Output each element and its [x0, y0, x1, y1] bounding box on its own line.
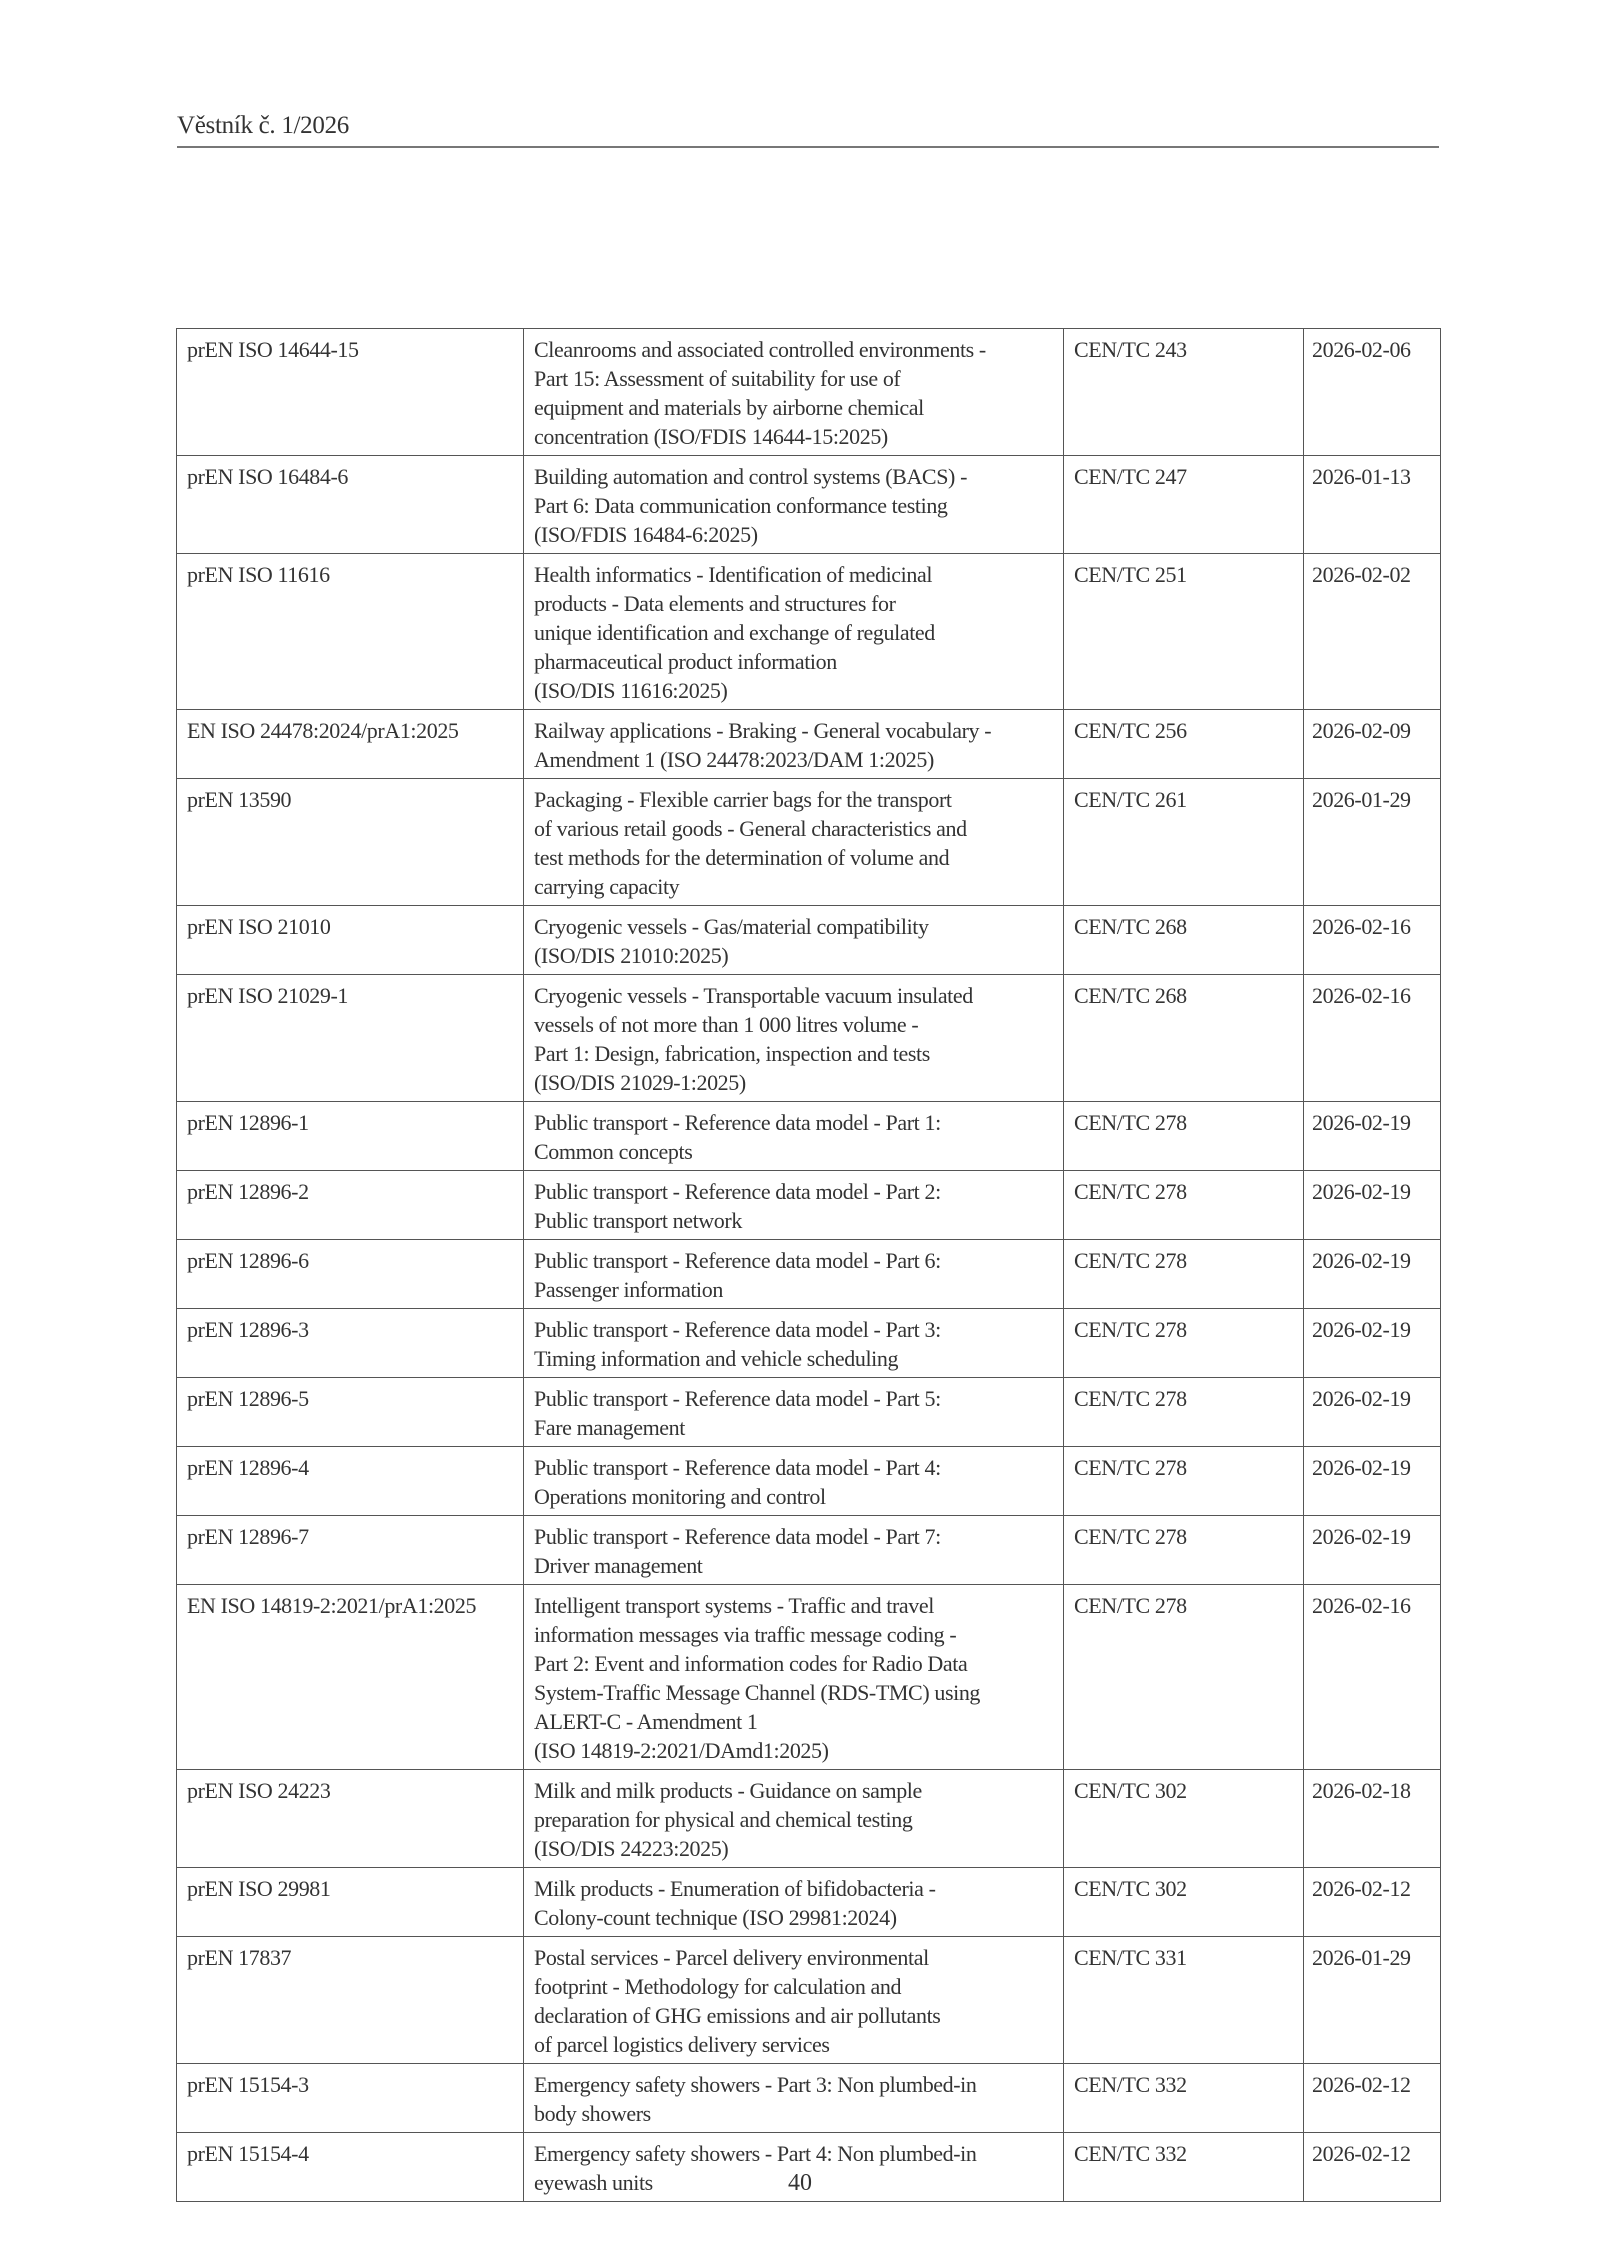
comment-deadline: 2026-02-12	[1304, 1868, 1441, 1937]
title-line: Milk and milk products - Guidance on sample	[534, 1778, 922, 1803]
title-line: Intelligent transport systems - Traffic and travel	[534, 1593, 934, 1618]
comment-deadline: 2026-02-16	[1304, 1585, 1441, 1770]
standard-title	[524, 1516, 1064, 1585]
title-line: Cryogenic vessels - Gas/material compatibility	[534, 914, 929, 939]
standard-title	[524, 1868, 1064, 1937]
technical-committee: CEN/TC 251	[1064, 554, 1304, 710]
technical-committee: CEN/TC 243	[1064, 329, 1304, 456]
table-row	[177, 456, 1441, 554]
comment-deadline: 2026-02-19	[1304, 1240, 1441, 1309]
table-row	[177, 1937, 1441, 2064]
technical-committee: CEN/TC 256	[1064, 710, 1304, 779]
title-line: of various retail goods - General characteristics and	[534, 816, 967, 841]
standard-title	[524, 1447, 1064, 1516]
standard-code: prEN ISO 29981	[177, 1868, 524, 1937]
title-line: Amendment 1 (ISO 24478:2023/DAM 1:2025)	[534, 747, 934, 772]
technical-committee: CEN/TC 332	[1064, 2133, 1304, 2202]
title-line: vessels of not more than 1 000 litres volume -	[534, 1012, 919, 1037]
standard-title	[524, 456, 1064, 554]
standard-title	[524, 1102, 1064, 1171]
comment-deadline: 2026-01-13	[1304, 456, 1441, 554]
table-row	[177, 1102, 1441, 1171]
title-line: Part 2: Event and information codes for Radio Data	[534, 1651, 968, 1676]
technical-committee: CEN/TC 278	[1064, 1171, 1304, 1240]
title-line: footprint - Methodology for calculation and	[534, 1974, 902, 1999]
title-line: products - Data elements and structures for	[534, 591, 896, 616]
title-line: Driver management	[534, 1553, 703, 1578]
comment-deadline: 2026-02-02	[1304, 554, 1441, 710]
technical-committee: CEN/TC 278	[1064, 1447, 1304, 1516]
standard-code: prEN 15154-4	[177, 2133, 524, 2202]
title-line: eyewash units	[534, 2170, 653, 2195]
title-line: Colony-count technique (ISO 29981:2024)	[534, 1905, 897, 1930]
title-line: Part 15: Assessment of suitability for use of	[534, 366, 901, 391]
standard-title	[524, 329, 1064, 456]
title-line: Public transport - Reference data model - Part 4:	[534, 1455, 941, 1480]
title-line: Part 6: Data communication conformance testing	[534, 493, 948, 518]
standard-code: prEN ISO 16484-6	[177, 456, 524, 554]
title-line: preparation for physical and chemical testing	[534, 1807, 913, 1832]
table-row	[177, 710, 1441, 779]
title-line: Building automation and control systems (BACS) -	[534, 464, 967, 489]
standard-title	[524, 1937, 1064, 2064]
standard-title	[524, 1585, 1064, 1770]
table-row	[177, 2064, 1441, 2133]
table-row	[177, 779, 1441, 906]
title-line: of parcel logistics delivery services	[534, 2032, 830, 2057]
comment-deadline: 2026-01-29	[1304, 1937, 1441, 2064]
table-row	[177, 554, 1441, 710]
table-row	[177, 1868, 1441, 1937]
title-line: (ISO/DIS 24223:2025)	[534, 1836, 729, 1861]
title-line: Health informatics - Identification of medicinal	[534, 562, 933, 587]
running-header: Věstník č. 1/2026	[177, 112, 349, 139]
standard-code: prEN 15154-3	[177, 2064, 524, 2133]
table-row	[177, 1378, 1441, 1447]
standard-title	[524, 1240, 1064, 1309]
table-row	[177, 329, 1441, 456]
title-line: Emergency safety showers - Part 3: Non plumbed-in	[534, 2072, 977, 2097]
title-line: Common concepts	[534, 1139, 693, 1164]
title-line: Cleanrooms and associated controlled environments -	[534, 337, 986, 362]
standard-code: prEN 12896-2	[177, 1171, 524, 1240]
title-line: body showers	[534, 2101, 651, 2126]
comment-deadline: 2026-02-19	[1304, 1447, 1441, 1516]
title-line: (ISO 14819-2:2021/DAmd1:2025)	[534, 1738, 829, 1763]
standard-title	[524, 779, 1064, 906]
title-line: carrying capacity	[534, 874, 680, 899]
standard-title	[524, 2064, 1064, 2133]
comment-deadline: 2026-02-16	[1304, 975, 1441, 1102]
technical-committee: CEN/TC 278	[1064, 1378, 1304, 1447]
standard-code: prEN ISO 21010	[177, 906, 524, 975]
title-line: Passenger information	[534, 1277, 723, 1302]
comment-deadline: 2026-02-19	[1304, 1309, 1441, 1378]
title-line: Packaging - Flexible carrier bags for the transport	[534, 787, 952, 812]
comment-deadline: 2026-02-19	[1304, 1378, 1441, 1447]
standard-code: prEN ISO 21029-1	[177, 975, 524, 1102]
standard-code: prEN ISO 14644-15	[177, 329, 524, 456]
title-line: concentration (ISO/FDIS 14644-15:2025)	[534, 424, 888, 449]
technical-committee: CEN/TC 261	[1064, 779, 1304, 906]
technical-committee: CEN/TC 302	[1064, 1868, 1304, 1937]
title-line: unique identification and exchange of regulated	[534, 620, 935, 645]
comment-deadline: 2026-02-12	[1304, 2133, 1441, 2202]
title-line: System-Traffic Message Channel (RDS-TMC) using	[534, 1680, 981, 1705]
table-row	[177, 1309, 1441, 1378]
technical-committee: CEN/TC 302	[1064, 1770, 1304, 1868]
standard-title	[524, 1309, 1064, 1378]
title-line: Public transport - Reference data model - Part 5:	[534, 1386, 941, 1411]
technical-committee: CEN/TC 278	[1064, 1309, 1304, 1378]
comment-deadline: 2026-02-19	[1304, 1516, 1441, 1585]
standard-code: EN ISO 24478:2024/prA1:2025	[177, 710, 524, 779]
table-row	[177, 1585, 1441, 1770]
title-line: Public transport - Reference data model - Part 1:	[534, 1110, 941, 1135]
standard-code: prEN 12896-5	[177, 1378, 524, 1447]
standard-title	[524, 1171, 1064, 1240]
technical-committee: CEN/TC 331	[1064, 1937, 1304, 2064]
technical-committee: CEN/TC 268	[1064, 975, 1304, 1102]
title-line: Railway applications - Braking - General vocabulary -	[534, 718, 992, 743]
page-number: 40	[788, 2170, 812, 2196]
technical-committee: CEN/TC 278	[1064, 1585, 1304, 1770]
comment-deadline: 2026-02-19	[1304, 1102, 1441, 1171]
standard-title	[524, 1770, 1064, 1868]
title-line: Timing information and vehicle scheduling	[534, 1346, 899, 1371]
title-line: Operations monitoring and control	[534, 1484, 826, 1509]
comment-deadline: 2026-02-09	[1304, 710, 1441, 779]
title-line: ALERT-C - Amendment 1	[534, 1709, 758, 1734]
technical-committee: CEN/TC 247	[1064, 456, 1304, 554]
table-row	[177, 1171, 1441, 1240]
header-rule	[177, 146, 1439, 148]
standard-code: prEN ISO 11616	[177, 554, 524, 710]
title-line: Cryogenic vessels - Transportable vacuum insulated	[534, 983, 973, 1008]
standard-title	[524, 1378, 1064, 1447]
comment-deadline: 2026-01-29	[1304, 779, 1441, 906]
table-row	[177, 1447, 1441, 1516]
standard-code: prEN 12896-1	[177, 1102, 524, 1171]
comment-deadline: 2026-02-18	[1304, 1770, 1441, 1868]
title-line: pharmaceutical product information	[534, 649, 837, 674]
title-line: Public transport - Reference data model - Part 7:	[534, 1524, 941, 1549]
standard-title	[524, 554, 1064, 710]
title-line: (ISO/FDIS 16484-6:2025)	[534, 522, 758, 547]
table-row	[177, 906, 1441, 975]
standard-code: prEN 17837	[177, 1937, 524, 2064]
standard-code: prEN 12896-6	[177, 1240, 524, 1309]
comment-deadline: 2026-02-19	[1304, 1171, 1441, 1240]
title-line: Public transport - Reference data model - Part 2:	[534, 1179, 941, 1204]
standard-title	[524, 906, 1064, 975]
title-line: (ISO/DIS 21029-1:2025)	[534, 1070, 746, 1095]
technical-committee: CEN/TC 268	[1064, 906, 1304, 975]
standard-code: prEN 12896-4	[177, 1447, 524, 1516]
title-line: (ISO/DIS 21010:2025)	[534, 943, 729, 968]
title-line: Public transport network	[534, 1208, 742, 1233]
table-row	[177, 975, 1441, 1102]
standard-code: prEN ISO 24223	[177, 1770, 524, 1868]
technical-committee: CEN/TC 332	[1064, 2064, 1304, 2133]
title-line: Postal services - Parcel delivery environmental	[534, 1945, 929, 1970]
title-line: (ISO/DIS 11616:2025)	[534, 678, 728, 703]
standard-code: prEN 12896-3	[177, 1309, 524, 1378]
table-row	[177, 1516, 1441, 1585]
title-line: declaration of GHG emissions and air pollutants	[534, 2003, 941, 2028]
standard-code: prEN 12896-7	[177, 1516, 524, 1585]
standard-code: prEN 13590	[177, 779, 524, 906]
standard-title	[524, 710, 1064, 779]
comment-deadline: 2026-02-12	[1304, 2064, 1441, 2133]
standard-code: EN ISO 14819-2:2021/prA1:2025	[177, 1585, 524, 1770]
technical-committee: CEN/TC 278	[1064, 1516, 1304, 1585]
title-line: information messages via traffic message coding -	[534, 1622, 957, 1647]
standards-table	[176, 328, 1441, 2202]
comment-deadline: 2026-02-16	[1304, 906, 1441, 975]
title-line: equipment and materials by airborne chemical	[534, 395, 924, 420]
title-line: Milk products - Enumeration of bifidobacteria -	[534, 1876, 936, 1901]
comment-deadline: 2026-02-06	[1304, 329, 1441, 456]
title-line: Public transport - Reference data model - Part 3:	[534, 1317, 941, 1342]
title-line: Emergency safety showers - Part 4: Non plumbed-in	[534, 2141, 977, 2166]
title-line: Public transport - Reference data model - Part 6:	[534, 1248, 941, 1273]
table-row	[177, 1770, 1441, 1868]
title-line: Fare management	[534, 1415, 685, 1440]
standard-title	[524, 975, 1064, 1102]
technical-committee: CEN/TC 278	[1064, 1240, 1304, 1309]
technical-committee: CEN/TC 278	[1064, 1102, 1304, 1171]
table-row	[177, 1240, 1441, 1309]
title-line: test methods for the determination of volume and	[534, 845, 950, 870]
title-line: Part 1: Design, fabrication, inspection and tests	[534, 1041, 930, 1066]
